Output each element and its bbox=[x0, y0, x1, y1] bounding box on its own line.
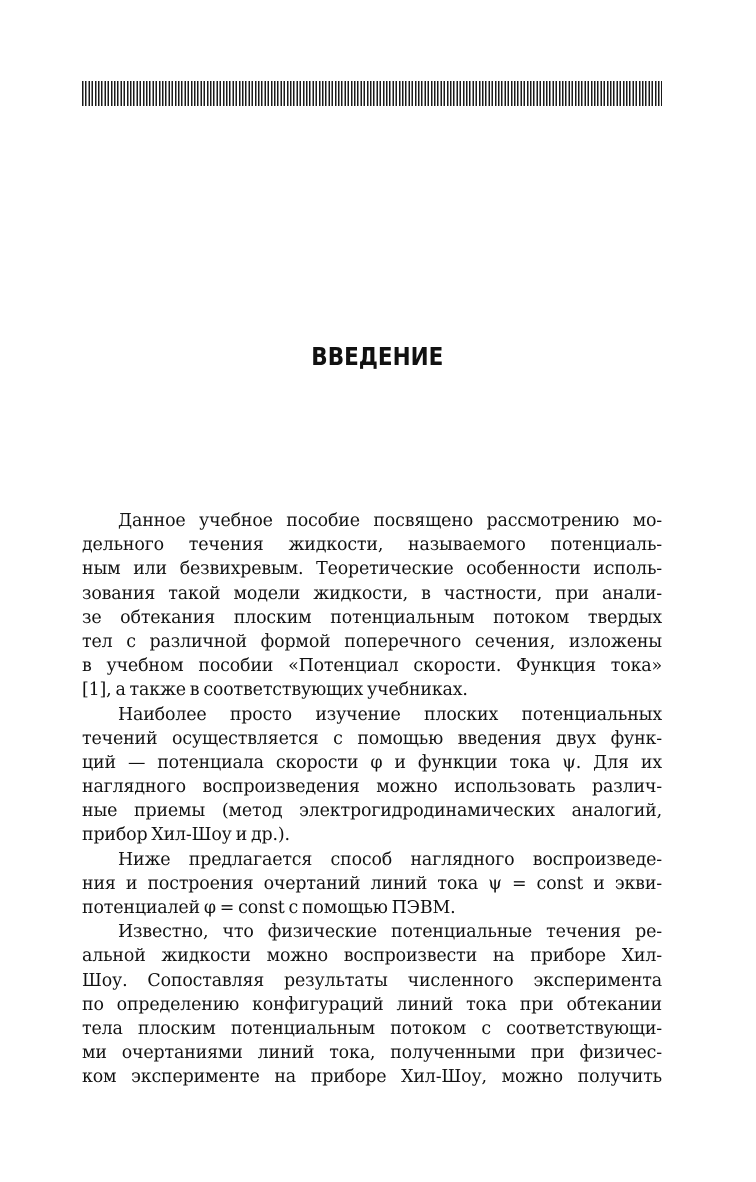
text-line: ния и построения очертаний линий тока ψ = const и экви- bbox=[82, 873, 662, 894]
text-line: зе обтекания плоским потенциальным потоком твердых bbox=[82, 607, 662, 628]
text-line: Известно, что физические потенциальные течения ре- bbox=[118, 922, 662, 943]
paragraph bbox=[82, 848, 662, 921]
paragraph bbox=[82, 920, 662, 1089]
text-line: дельного течения жидкости, называемого потенциаль- bbox=[82, 535, 662, 556]
text-line: альной жидкости можно воспроизвести на приборе Хил- bbox=[82, 946, 662, 967]
text-line: [1], а также в соответствующих учебниках. bbox=[82, 680, 468, 701]
text-line: тела плоским потенциальным потоком с соответствующи- bbox=[82, 1018, 662, 1039]
paragraph bbox=[82, 703, 662, 848]
body-text bbox=[82, 509, 662, 1090]
text-line: ным или безвихревым. Теоретические особенности исполь- bbox=[82, 559, 662, 580]
text-line: потенциалей φ = const с помощью ПЭВМ. bbox=[82, 898, 456, 918]
text-line: ные приемы (метод электрогидродинамических аналогий, bbox=[82, 801, 662, 822]
text-line: Наиболее просто изучение плоских потенциальных bbox=[118, 704, 662, 725]
header-decorative-rule bbox=[82, 81, 662, 106]
text-line: по определению конфигураций линий тока при обтекании bbox=[82, 994, 662, 1015]
text-line: зования такой модели жидкости, в частности, при анали- bbox=[82, 583, 662, 604]
paragraph bbox=[82, 509, 662, 703]
text-line: наглядного воспроизведения можно использовать различ- bbox=[82, 777, 662, 798]
chapter-title: ВВЕДЕНИЕ bbox=[311, 342, 444, 371]
text-line: Данное учебное пособие посвящено рассмотрению мо- bbox=[118, 511, 662, 531]
text-line: тел с различной формой поперечного сечения, изложены bbox=[82, 631, 662, 652]
text-line: ком эксперименте на приборе Хил-Шоу, можно получить bbox=[82, 1067, 662, 1088]
text-line: в учебном пособии «Потенциал скорости. Функция тока» bbox=[82, 656, 662, 677]
text-line: ми очертаниями линий тока, полученными при физичес- bbox=[82, 1043, 662, 1064]
text-line: Шоу. Сопоставляя результаты численного эксперимента bbox=[82, 970, 662, 991]
text-line: течений осуществляется с помощью введения двух функ- bbox=[82, 728, 662, 749]
text-line: прибор Хил-Шоу и др.). bbox=[82, 825, 290, 846]
text-line: ций — потенциала скорости φ и функции тока ψ. Для их bbox=[82, 752, 662, 773]
text-line: Ниже предлагается способ наглядного воспроизведе- bbox=[118, 849, 662, 870]
